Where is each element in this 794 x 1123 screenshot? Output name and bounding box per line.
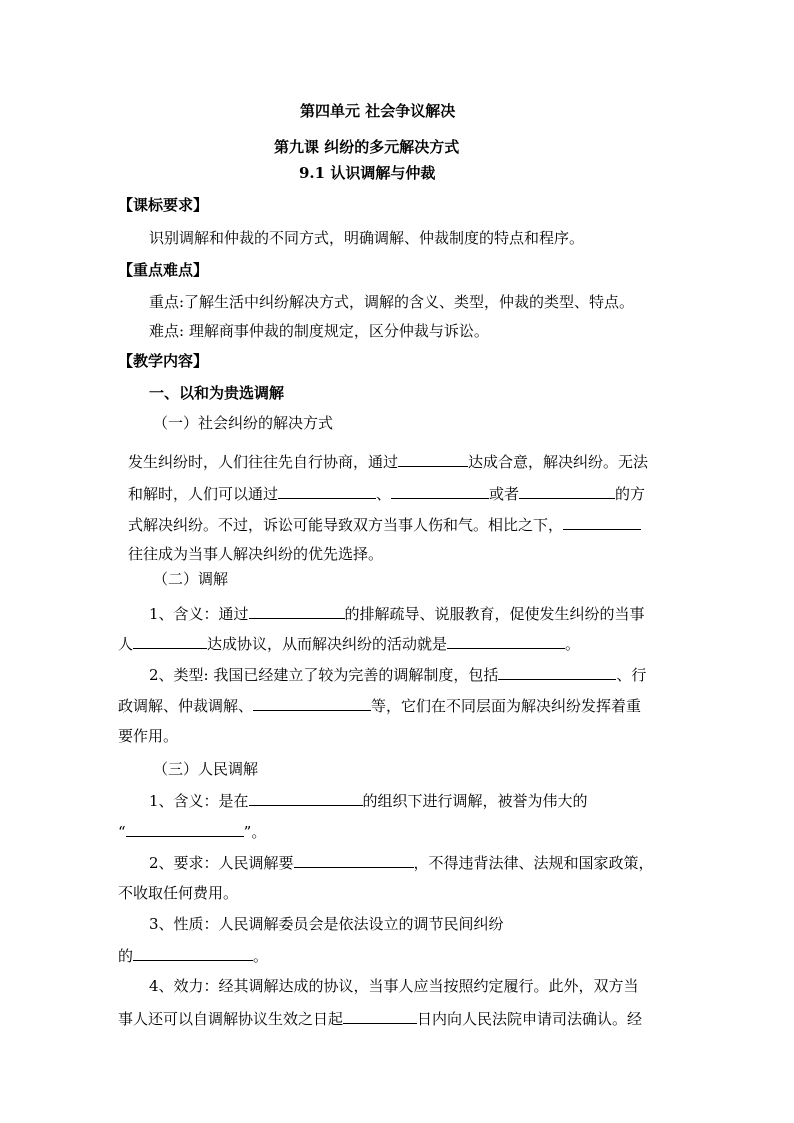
paragraph-line: [149, 851, 654, 874]
paragraph-line: 不收取任何费用。: [118, 884, 239, 902]
text-fragment: 发生纠纷时，人们往往先自行协商，通过: [128, 453, 399, 471]
text-fragment: 日内向人民法院申请司法确认。经: [417, 1010, 643, 1028]
text-fragment: 和解时，人们可以通过: [128, 485, 279, 503]
fill-in-blank[interactable]: [253, 694, 371, 711]
part-one-title: 一、以和为贵选调解: [149, 384, 285, 402]
fill-in-blank[interactable]: [133, 632, 207, 649]
unit-title: 第四单元 社会争议解决: [300, 102, 456, 120]
section-title: 9.1 认识调解与仲裁: [299, 164, 436, 182]
paragraph-line: [118, 820, 266, 843]
fill-in-blank[interactable]: [398, 450, 468, 467]
paragraph-line: 3、性质：人民调解委员会是依法设立的调节民间纠纷: [149, 915, 504, 933]
paragraph-line: [118, 632, 580, 655]
fill-in-blank[interactable]: [249, 602, 345, 619]
paragraph-line: [128, 482, 645, 505]
paragraph-line: [149, 663, 646, 686]
lesson-title: 第九课 纠纷的多元解决方式: [274, 138, 460, 156]
fill-in-blank[interactable]: [278, 482, 376, 499]
text-fragment: 的组织下进行调解，被誉为伟大的: [362, 792, 588, 810]
requirements-heading: 【课标要求】: [118, 196, 209, 214]
fill-in-blank[interactable]: [447, 632, 565, 649]
fill-in-blank[interactable]: [391, 482, 489, 499]
text-fragment: 、: [376, 485, 392, 503]
paragraph-line: [118, 944, 268, 967]
subsection-two-title: （二）调解: [153, 570, 229, 588]
text-fragment: 或者: [489, 485, 520, 503]
paragraph-line: [149, 602, 645, 625]
paragraph-line: 往往成为当事人解决纠纷的优先选择。: [128, 545, 384, 563]
text-fragment: 等，它们在不同层面为解决纠纷发挥着重: [371, 697, 642, 715]
text-fragment: 。: [565, 635, 581, 653]
fill-in-blank[interactable]: [126, 820, 244, 837]
paragraph-line: [149, 789, 588, 812]
fill-in-blank[interactable]: [498, 663, 616, 680]
paragraph-line: [118, 694, 641, 717]
text-fragment: “: [118, 823, 126, 841]
text-fragment: 的方: [615, 485, 646, 503]
text-fragment: ”。: [243, 823, 267, 841]
text-fragment: 政调解、仲裁调解、: [118, 697, 254, 715]
key-points-heading: 【重点难点】: [118, 261, 209, 279]
difficult-point-text: 难点: 理解商事仲裁的制度规定，区分仲裁与诉讼。: [149, 322, 489, 340]
text-fragment: 1、含义：通过: [149, 605, 249, 623]
text-fragment: 人: [118, 635, 134, 653]
subsection-three-title: （三）人民调解: [153, 760, 259, 778]
text-fragment: 2、类型: 我国已经建立了较为完善的调解制度，包括: [149, 666, 499, 684]
text-fragment: 的排解疏导、说服教育，促使发生纠纷的当事: [344, 605, 645, 623]
fill-in-blank[interactable]: [563, 513, 641, 530]
requirements-text: 识别调解和仲裁的不同方式，明确调解、仲裁制度的特点和程序。: [149, 229, 585, 247]
paragraph-line: [128, 513, 641, 536]
text-fragment: ，不得违背法律、法规和国家政策，: [413, 854, 654, 872]
text-fragment: 2、要求：人民调解要: [149, 854, 294, 872]
fill-in-blank[interactable]: [249, 789, 363, 806]
fill-in-blank[interactable]: [133, 944, 253, 961]
text-fragment: 事人还可以自调解协议生效之日起: [118, 1010, 344, 1028]
text-fragment: 1、含义：是在: [149, 792, 249, 810]
paragraph-line: [128, 450, 648, 473]
fill-in-blank[interactable]: [519, 482, 615, 499]
paragraph-line: 要作用。: [118, 727, 179, 745]
fill-in-blank[interactable]: [294, 851, 414, 868]
text-fragment: 达成合意，解决纠纷。无法: [468, 453, 649, 471]
text-fragment: 。: [253, 947, 269, 965]
text-fragment: 达成协议，从而解决纠纷的活动就是: [207, 635, 448, 653]
paragraph-line: 4、效力：经其调解达成的协议，当事人应当按照约定履行。此外，双方当: [149, 977, 639, 995]
subsection-one-title: （一）社会纠纷的解决方式: [153, 414, 334, 432]
key-point-text: 重点:了解生活中纠纷解决方式，调解的含义、类型，仲裁的类型、特点。: [149, 293, 635, 311]
text-fragment: 、行: [616, 666, 647, 684]
text-fragment: 的: [118, 947, 134, 965]
text-fragment: 式解决纠纷。不过，诉讼可能导致双方当事人伤和气。相比之下，: [128, 516, 564, 534]
paragraph-line: [118, 1007, 642, 1030]
teaching-content-heading: 【教学内容】: [118, 352, 209, 370]
fill-in-blank[interactable]: [343, 1007, 417, 1024]
